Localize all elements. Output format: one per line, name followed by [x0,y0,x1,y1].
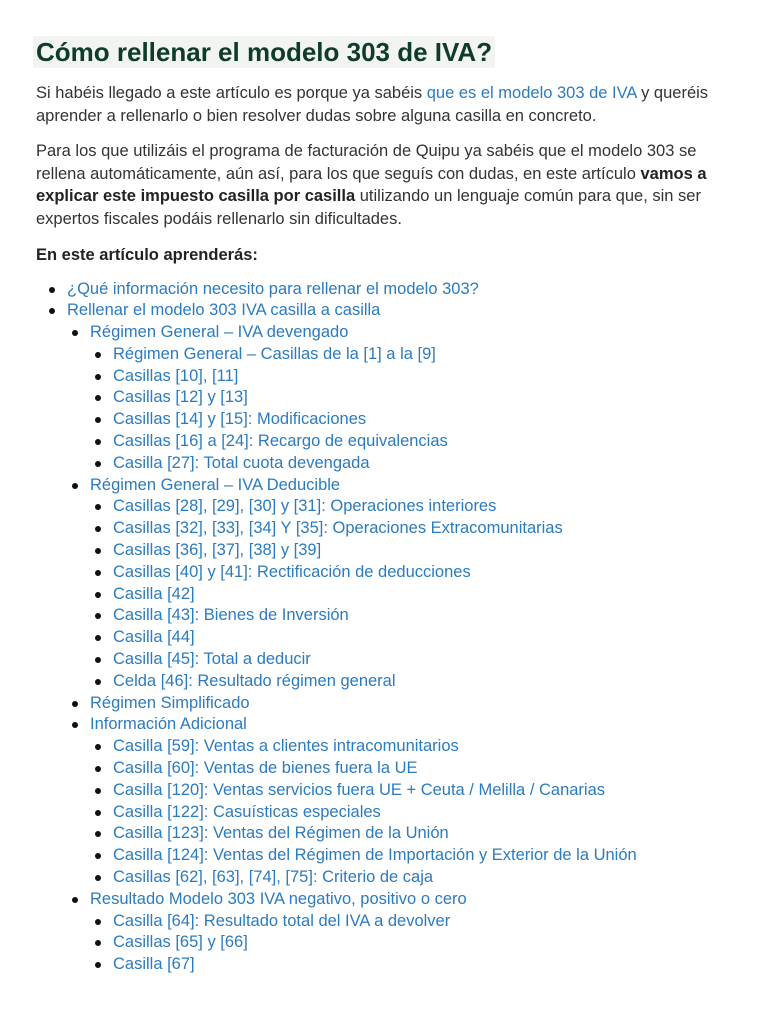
bullet-icon [95,635,101,641]
bullet-icon [95,679,101,685]
bullet-icon [95,744,101,750]
toc-link[interactable]: Casillas [12] y [13] [113,388,248,407]
toc-item [36,736,736,758]
bullet-icon [49,287,55,293]
toc-link[interactable]: Casillas [36], [37], [38] y [39] [113,541,322,560]
bullet-icon [72,701,78,707]
toc-heading: En este artículo aprenderás: [36,246,258,264]
toc-item [36,845,736,867]
toc-link[interactable]: Casilla [42] [113,584,195,603]
bullet-icon [95,810,101,816]
bullet-icon [95,592,101,598]
toc-link[interactable]: ¿Qué información necesito para rellenar el modelo 303? [67,279,479,298]
toc-item [36,279,736,301]
bullet-icon [95,831,101,837]
toc-link[interactable]: Régimen General – IVA Deducible [90,475,341,494]
toc-link[interactable]: Casilla [60]: Ventas de bienes fuera la UE [113,759,418,778]
toc-link[interactable]: Información Adicional [90,715,247,734]
toc-item [36,366,736,388]
bullet-icon [95,919,101,925]
toc-link[interactable]: Casilla [120]: Ventas servicios fuera UE + Ceuta / Melilla / Canarias [113,780,606,799]
bullet-icon [95,395,101,401]
bullet-icon [72,483,78,489]
bullet-icon [95,461,101,467]
toc-item [36,584,736,606]
toc-item [36,475,736,497]
bullet-icon [95,875,101,881]
toc-link[interactable]: Casilla [45]: Total a deducir [113,650,311,669]
table-of-contents [36,279,736,977]
toc-link[interactable]: Casillas [32], [33], [34] Y [35]: Operaciones Extracomunitarias [113,519,563,538]
toc-link[interactable]: Rellenar el modelo 303 IVA casilla a casilla [67,301,381,320]
para2-text-2: utilizando un lenguaje común para que, sin ser expertos fiscales podáis rellenarlo sin dificultades. [36,187,701,228]
bullet-icon [95,352,101,358]
toc-link[interactable]: Casillas [16] a [24]: Recargo de equivalencias [113,432,448,451]
toc-item [36,867,736,889]
bullet-icon [72,722,78,728]
toc-link[interactable]: Casillas [40] y [41]: Rectificación de deducciones [113,562,471,581]
bullet-icon [95,374,101,380]
toc-item [36,300,736,322]
toc-item [36,889,736,911]
toc-item [36,932,736,954]
toc-item [36,649,736,671]
intro-text-1: Si habéis llegado a este artículo es porque ya sabéis [36,84,427,102]
toc-item [36,387,736,409]
bullet-icon [95,526,101,532]
para2-bold-text: vamos a explicar este impuesto casilla por casilla [36,164,707,205]
bullet-icon [95,613,101,619]
bullet-icon [95,962,101,968]
toc-item [36,496,736,518]
toc-item [36,714,736,736]
toc-item [36,911,736,933]
toc-link[interactable]: Casilla [44] [113,628,195,647]
toc-item [36,518,736,540]
toc-link[interactable]: Casilla [64]: Resultado total del IVA a devolver [113,911,451,930]
toc-item [36,758,736,780]
toc-link[interactable]: Casillas [65] y [66] [113,933,248,952]
toc-item [36,780,736,802]
bullet-icon [95,439,101,445]
page-title: Cómo rellenar el modelo 303 de IVA? [36,37,493,67]
toc-link[interactable]: Casillas [14] y [15]: Modificaciones [113,410,367,429]
toc-link[interactable]: Resultado Modelo 303 IVA negativo, positivo o cero [90,889,467,908]
toc-link[interactable]: Casillas [28], [29], [30] y [31]: Operaciones interiores [113,497,497,516]
toc-link[interactable]: Casillas [62], [63], [74], [75]: Criterio de caja [113,868,434,887]
intro-paragraph [36,82,736,127]
para2-text-1: Para los que utilizáis el programa de facturación de Quipu ya sabéis que el modelo 303 se rellena automáticamente, aún así, para los que seguís con dudas, en este artículo [36,142,697,183]
toc-link[interactable]: Casilla [123]: Ventas del Régimen de la Unión [113,824,449,843]
toc-item [36,693,736,715]
article [36,36,736,976]
bullet-icon [95,570,101,576]
toc-item [36,562,736,584]
toc-item [36,671,736,693]
toc-item [36,627,736,649]
intro-text-2: y queréis aprender a rellenarlo o bien resolver dudas sobre alguna casilla en concreto. [36,84,709,125]
toc-link[interactable]: Régimen General – Casillas de la [1] a la [9] [113,344,436,363]
bullet-icon [95,504,101,510]
toc-link[interactable]: Casillas [10], [11] [113,366,239,385]
toc-item [36,322,736,344]
toc-link[interactable]: Casilla [122]: Casuísticas especiales [113,802,381,821]
toc-item [36,431,736,453]
toc-item [36,954,736,976]
bullet-icon [72,897,78,903]
toc-link[interactable]: Casilla [124]: Ventas del Régimen de Importación y Exterior de la Unión [113,846,637,865]
toc-link[interactable]: Casilla [59]: Ventas a clientes intracomunitarios [113,737,459,756]
toc-item [36,344,736,366]
toc-link[interactable]: Casilla [27]: Total cuota devengada [113,453,370,472]
bullet-icon [95,940,101,946]
title-highlight [33,36,495,68]
bullet-icon [95,766,101,772]
bullet-icon [95,657,101,663]
toc-link[interactable]: Casilla [43]: Bienes de Inversión [113,606,349,625]
toc-link[interactable]: Régimen General – IVA devengado [90,323,349,342]
toc-link[interactable]: Casilla [67] [113,955,195,974]
toc-item [36,409,736,431]
bullet-icon [95,548,101,554]
bullet-icon [95,853,101,859]
bullet-icon [95,417,101,423]
toc-link[interactable]: Celda [46]: Resultado régimen general [113,671,396,690]
toc-item [36,540,736,562]
toc-item [36,802,736,824]
toc-item [36,823,736,845]
toc-link[interactable]: Régimen Simplificado [90,693,250,712]
bullet-icon [72,330,78,336]
quipu-paragraph [36,140,736,230]
modelo-303-link[interactable]: que es el modelo 303 de IVA [426,84,637,102]
bullet-icon [49,308,55,314]
toc-item [36,453,736,475]
toc-item [36,605,736,627]
bullet-icon [95,788,101,794]
